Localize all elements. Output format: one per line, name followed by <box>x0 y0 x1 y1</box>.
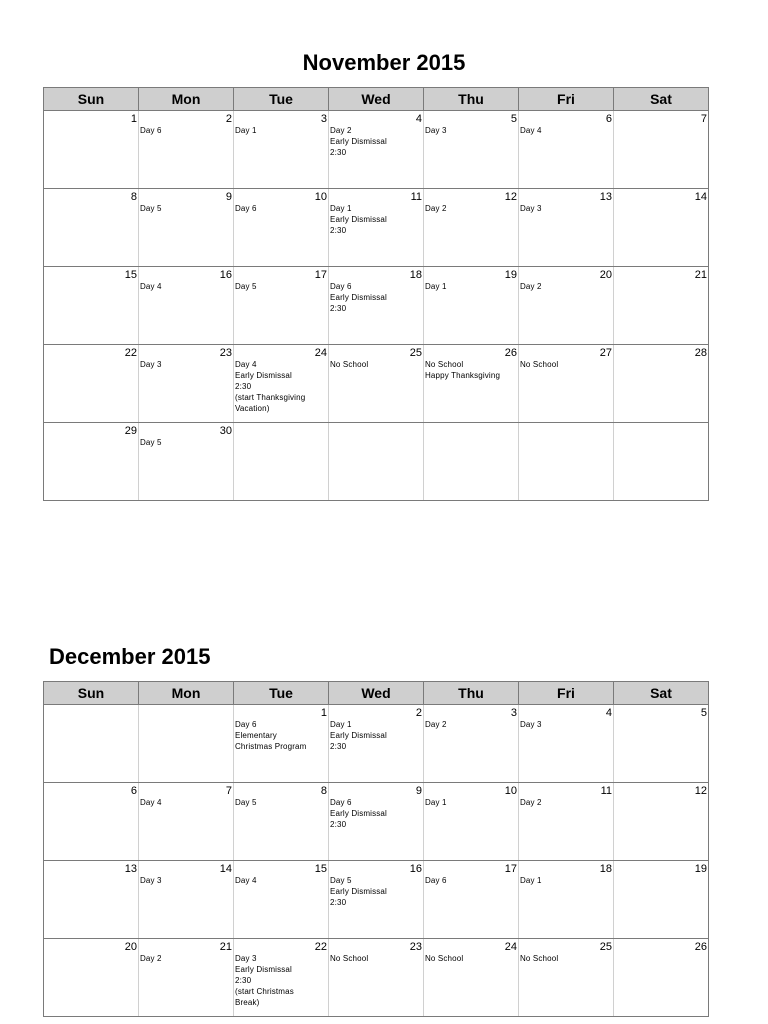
week-row <box>44 111 709 189</box>
day-number: 4 <box>415 113 422 125</box>
event-list <box>235 125 326 136</box>
weekday-header-wed: Wed <box>329 682 424 705</box>
day-cell <box>44 189 139 267</box>
day-cell <box>519 861 614 939</box>
weekday-header-mon: Mon <box>139 88 234 111</box>
event-text: No School <box>330 360 369 369</box>
event-list <box>140 125 231 136</box>
day-cell <box>234 783 329 861</box>
day-number: 11 <box>600 785 612 797</box>
day-number: 19 <box>504 269 517 281</box>
event-list <box>140 953 231 964</box>
event-text: (start Thanksgiving Vacation) <box>235 393 306 413</box>
day-number: 14 <box>694 191 707 203</box>
day-number: 10 <box>504 785 517 797</box>
day-cell <box>44 861 139 939</box>
event-list <box>330 797 421 830</box>
event-text: Early Dismissal 2:30 <box>330 809 387 829</box>
day-cell <box>329 111 424 189</box>
day-number: 16 <box>219 269 232 281</box>
week-row <box>44 345 709 423</box>
day-number: 29 <box>124 425 137 437</box>
day-cell <box>329 267 424 345</box>
day-cell <box>614 423 709 501</box>
weekday-header-mon: Mon <box>139 682 234 705</box>
week-row <box>44 423 709 501</box>
day-cell <box>44 423 139 501</box>
day-cell <box>614 705 709 783</box>
event-list <box>425 203 516 214</box>
day-number: 12 <box>504 191 517 203</box>
event-text: Day 2 <box>425 204 447 213</box>
day-number: 11 <box>410 191 422 203</box>
day-cell <box>44 111 139 189</box>
event-text: Day 2 <box>330 126 352 135</box>
day-number: 16 <box>409 863 422 875</box>
day-cell <box>44 939 139 1017</box>
day-number: 22 <box>314 941 327 953</box>
event-list <box>520 125 611 136</box>
event-text: Early Dismissal 2:30 <box>235 371 292 391</box>
day-number: 30 <box>219 425 232 437</box>
day-cell <box>44 267 139 345</box>
day-number: 13 <box>124 863 137 875</box>
day-number: 22 <box>124 347 137 359</box>
event-list <box>235 203 326 214</box>
event-text: (start Christmas Break) <box>235 987 294 1007</box>
day-cell <box>329 705 424 783</box>
day-number: 17 <box>504 863 517 875</box>
event-list <box>520 953 611 964</box>
event-list <box>425 719 516 730</box>
day-number: 9 <box>415 785 422 797</box>
week-row <box>44 189 709 267</box>
day-cell <box>139 783 234 861</box>
day-cell <box>519 939 614 1017</box>
event-text: Day 5 <box>330 876 352 885</box>
day-cell <box>139 861 234 939</box>
day-number: 5 <box>510 113 517 125</box>
day-number: 21 <box>219 941 232 953</box>
day-cell <box>329 861 424 939</box>
day-cell <box>44 345 139 423</box>
event-list <box>520 359 611 370</box>
day-number: 12 <box>694 785 707 797</box>
day-cell <box>519 267 614 345</box>
event-text: Day 4 <box>235 360 257 369</box>
day-cell <box>139 111 234 189</box>
day-cell <box>424 705 519 783</box>
day-number: 20 <box>599 269 612 281</box>
event-list <box>330 359 421 370</box>
weekday-header-sat: Sat <box>614 682 709 705</box>
event-text: Day 2 <box>425 720 447 729</box>
event-text: Elementary Christmas Program <box>235 731 307 751</box>
day-number: 8 <box>130 191 137 203</box>
weekday-header-thu: Thu <box>424 88 519 111</box>
event-text: Early Dismissal 2:30 <box>235 965 292 985</box>
weekday-header-sun: Sun <box>44 682 139 705</box>
event-text: Day 6 <box>140 126 162 135</box>
event-list <box>140 875 231 886</box>
day-number: 28 <box>694 347 707 359</box>
event-text: Early Dismissal 2:30 <box>330 887 387 907</box>
day-number: 9 <box>225 191 232 203</box>
event-text: Day 3 <box>520 720 542 729</box>
event-list <box>140 359 231 370</box>
event-text: Day 4 <box>520 126 542 135</box>
day-number: 23 <box>219 347 232 359</box>
event-list <box>330 281 421 314</box>
day-number: 7 <box>225 785 232 797</box>
day-cell <box>234 267 329 345</box>
day-cell <box>234 189 329 267</box>
event-text: Early Dismissal 2:30 <box>330 293 387 313</box>
day-number: 18 <box>409 269 422 281</box>
november-calendar <box>43 87 709 501</box>
event-text: Day 3 <box>425 126 447 135</box>
event-list <box>330 719 421 752</box>
event-text: Day 5 <box>235 798 257 807</box>
day-cell <box>234 111 329 189</box>
day-number: 6 <box>605 113 612 125</box>
event-text: Day 3 <box>235 954 257 963</box>
event-text: Day 1 <box>235 126 257 135</box>
day-cell <box>424 111 519 189</box>
day-cell <box>234 861 329 939</box>
december-title: December 2015 <box>49 644 211 669</box>
event-list <box>425 875 516 886</box>
event-list <box>140 281 231 292</box>
day-cell <box>139 267 234 345</box>
event-list <box>330 125 421 158</box>
november-title: November 2015 <box>302 50 466 75</box>
event-text: No School <box>425 954 464 963</box>
day-number: 25 <box>599 941 612 953</box>
week-row <box>44 267 709 345</box>
day-cell <box>329 189 424 267</box>
weekday-header-fri: Fri <box>519 682 614 705</box>
event-text: Day 6 <box>330 282 352 291</box>
day-cell <box>519 189 614 267</box>
day-number: 10 <box>314 191 327 203</box>
event-text: Day 4 <box>140 282 162 291</box>
event-text: No School <box>330 954 369 963</box>
event-list <box>425 125 516 136</box>
weekday-header-sun: Sun <box>44 88 139 111</box>
event-text: Day 2 <box>520 282 542 291</box>
day-cell <box>329 345 424 423</box>
event-list <box>425 359 516 381</box>
event-text: Day 1 <box>520 876 542 885</box>
day-cell <box>424 423 519 501</box>
weekday-header-row <box>44 88 709 111</box>
weekday-header-sat: Sat <box>614 88 709 111</box>
event-text: Day 5 <box>235 282 257 291</box>
day-number: 25 <box>409 347 422 359</box>
day-cell <box>614 861 709 939</box>
event-text: Early Dismissal 2:30 <box>330 731 387 751</box>
day-number: 4 <box>605 707 612 719</box>
day-cell <box>614 939 709 1017</box>
day-number: 1 <box>130 113 137 125</box>
event-text: Early Dismissal 2:30 <box>330 215 387 235</box>
day-cell <box>614 111 709 189</box>
event-list <box>520 719 611 730</box>
day-cell <box>139 189 234 267</box>
week-row <box>44 861 709 939</box>
day-number: 27 <box>599 347 612 359</box>
day-cell <box>234 939 329 1017</box>
event-text: No School <box>520 360 559 369</box>
week-row <box>44 783 709 861</box>
day-number: 23 <box>409 941 422 953</box>
day-number: 8 <box>320 785 327 797</box>
event-text: No School <box>425 360 464 369</box>
event-text: Day 6 <box>330 798 352 807</box>
event-list <box>330 875 421 908</box>
day-number: 15 <box>314 863 327 875</box>
event-text: Day 1 <box>330 204 352 213</box>
day-cell <box>139 939 234 1017</box>
day-number: 26 <box>504 347 517 359</box>
day-cell <box>614 189 709 267</box>
day-number: 24 <box>314 347 327 359</box>
event-list <box>520 797 611 808</box>
day-number: 26 <box>694 941 707 953</box>
december-calendar <box>43 681 709 1017</box>
day-number: 15 <box>124 269 137 281</box>
event-text: Early Dismissal 2:30 <box>330 137 387 157</box>
event-text: Day 2 <box>520 798 542 807</box>
day-number: 3 <box>510 707 517 719</box>
day-number: 1 <box>320 707 327 719</box>
day-cell <box>519 111 614 189</box>
day-number: 13 <box>599 191 612 203</box>
day-number: 2 <box>225 113 232 125</box>
event-list <box>235 875 326 886</box>
day-number: 6 <box>130 785 137 797</box>
event-list <box>140 437 231 448</box>
day-cell <box>424 189 519 267</box>
event-list <box>330 953 421 964</box>
event-text: Day 4 <box>140 798 162 807</box>
day-cell <box>44 783 139 861</box>
day-cell <box>519 705 614 783</box>
day-number: 24 <box>504 941 517 953</box>
weekday-header-wed: Wed <box>329 88 424 111</box>
day-number: 14 <box>219 863 232 875</box>
event-text: Day 2 <box>140 954 162 963</box>
event-text: Day 5 <box>140 204 162 213</box>
event-text: Day 4 <box>235 876 257 885</box>
event-list <box>425 953 516 964</box>
event-text: Day 3 <box>520 204 542 213</box>
event-list <box>330 203 421 236</box>
day-cell <box>614 783 709 861</box>
day-cell <box>234 345 329 423</box>
event-text: Day 6 <box>235 204 257 213</box>
event-text: Day 1 <box>330 720 352 729</box>
day-cell <box>519 345 614 423</box>
day-cell <box>519 783 614 861</box>
day-number: 5 <box>700 707 707 719</box>
weekday-header-tue: Tue <box>234 682 329 705</box>
day-cell <box>329 939 424 1017</box>
day-cell <box>424 267 519 345</box>
day-number: 21 <box>694 269 707 281</box>
day-number: 17 <box>314 269 327 281</box>
event-list <box>520 203 611 214</box>
event-list <box>140 203 231 214</box>
day-cell <box>424 939 519 1017</box>
weekday-header-tue: Tue <box>234 88 329 111</box>
event-list <box>520 875 611 886</box>
day-cell <box>424 345 519 423</box>
day-cell <box>614 267 709 345</box>
event-text: Day 6 <box>425 876 447 885</box>
day-cell <box>424 861 519 939</box>
event-text: No School <box>520 954 559 963</box>
day-number: 18 <box>599 863 612 875</box>
event-text: Day 1 <box>425 282 447 291</box>
day-cell <box>234 423 329 501</box>
weekday-header-row <box>44 682 709 705</box>
event-list <box>520 281 611 292</box>
day-number: 3 <box>320 113 327 125</box>
event-text: Day 1 <box>425 798 447 807</box>
day-number: 20 <box>124 941 137 953</box>
week-row <box>44 705 709 783</box>
day-cell <box>44 705 139 783</box>
day-cell <box>519 423 614 501</box>
day-number: 7 <box>700 113 707 125</box>
day-cell <box>139 423 234 501</box>
day-cell <box>139 345 234 423</box>
event-text: Day 6 <box>235 720 257 729</box>
event-text: Day 3 <box>140 876 162 885</box>
week-row <box>44 939 709 1017</box>
event-list <box>235 797 326 808</box>
day-cell <box>139 705 234 783</box>
day-number: 2 <box>415 707 422 719</box>
event-text: Day 3 <box>140 360 162 369</box>
weekday-header-fri: Fri <box>519 88 614 111</box>
event-list <box>235 953 326 1008</box>
event-list <box>425 281 516 292</box>
event-list <box>235 281 326 292</box>
event-list <box>425 797 516 808</box>
day-number: 19 <box>694 863 707 875</box>
day-cell <box>234 705 329 783</box>
day-cell <box>424 783 519 861</box>
event-list <box>140 797 231 808</box>
event-text: Day 5 <box>140 438 162 447</box>
event-list <box>235 359 326 414</box>
event-list <box>235 719 326 752</box>
event-text: Happy Thanksgiving <box>425 371 501 380</box>
day-cell <box>329 783 424 861</box>
day-cell <box>614 345 709 423</box>
weekday-header-thu: Thu <box>424 682 519 705</box>
day-cell <box>329 423 424 501</box>
